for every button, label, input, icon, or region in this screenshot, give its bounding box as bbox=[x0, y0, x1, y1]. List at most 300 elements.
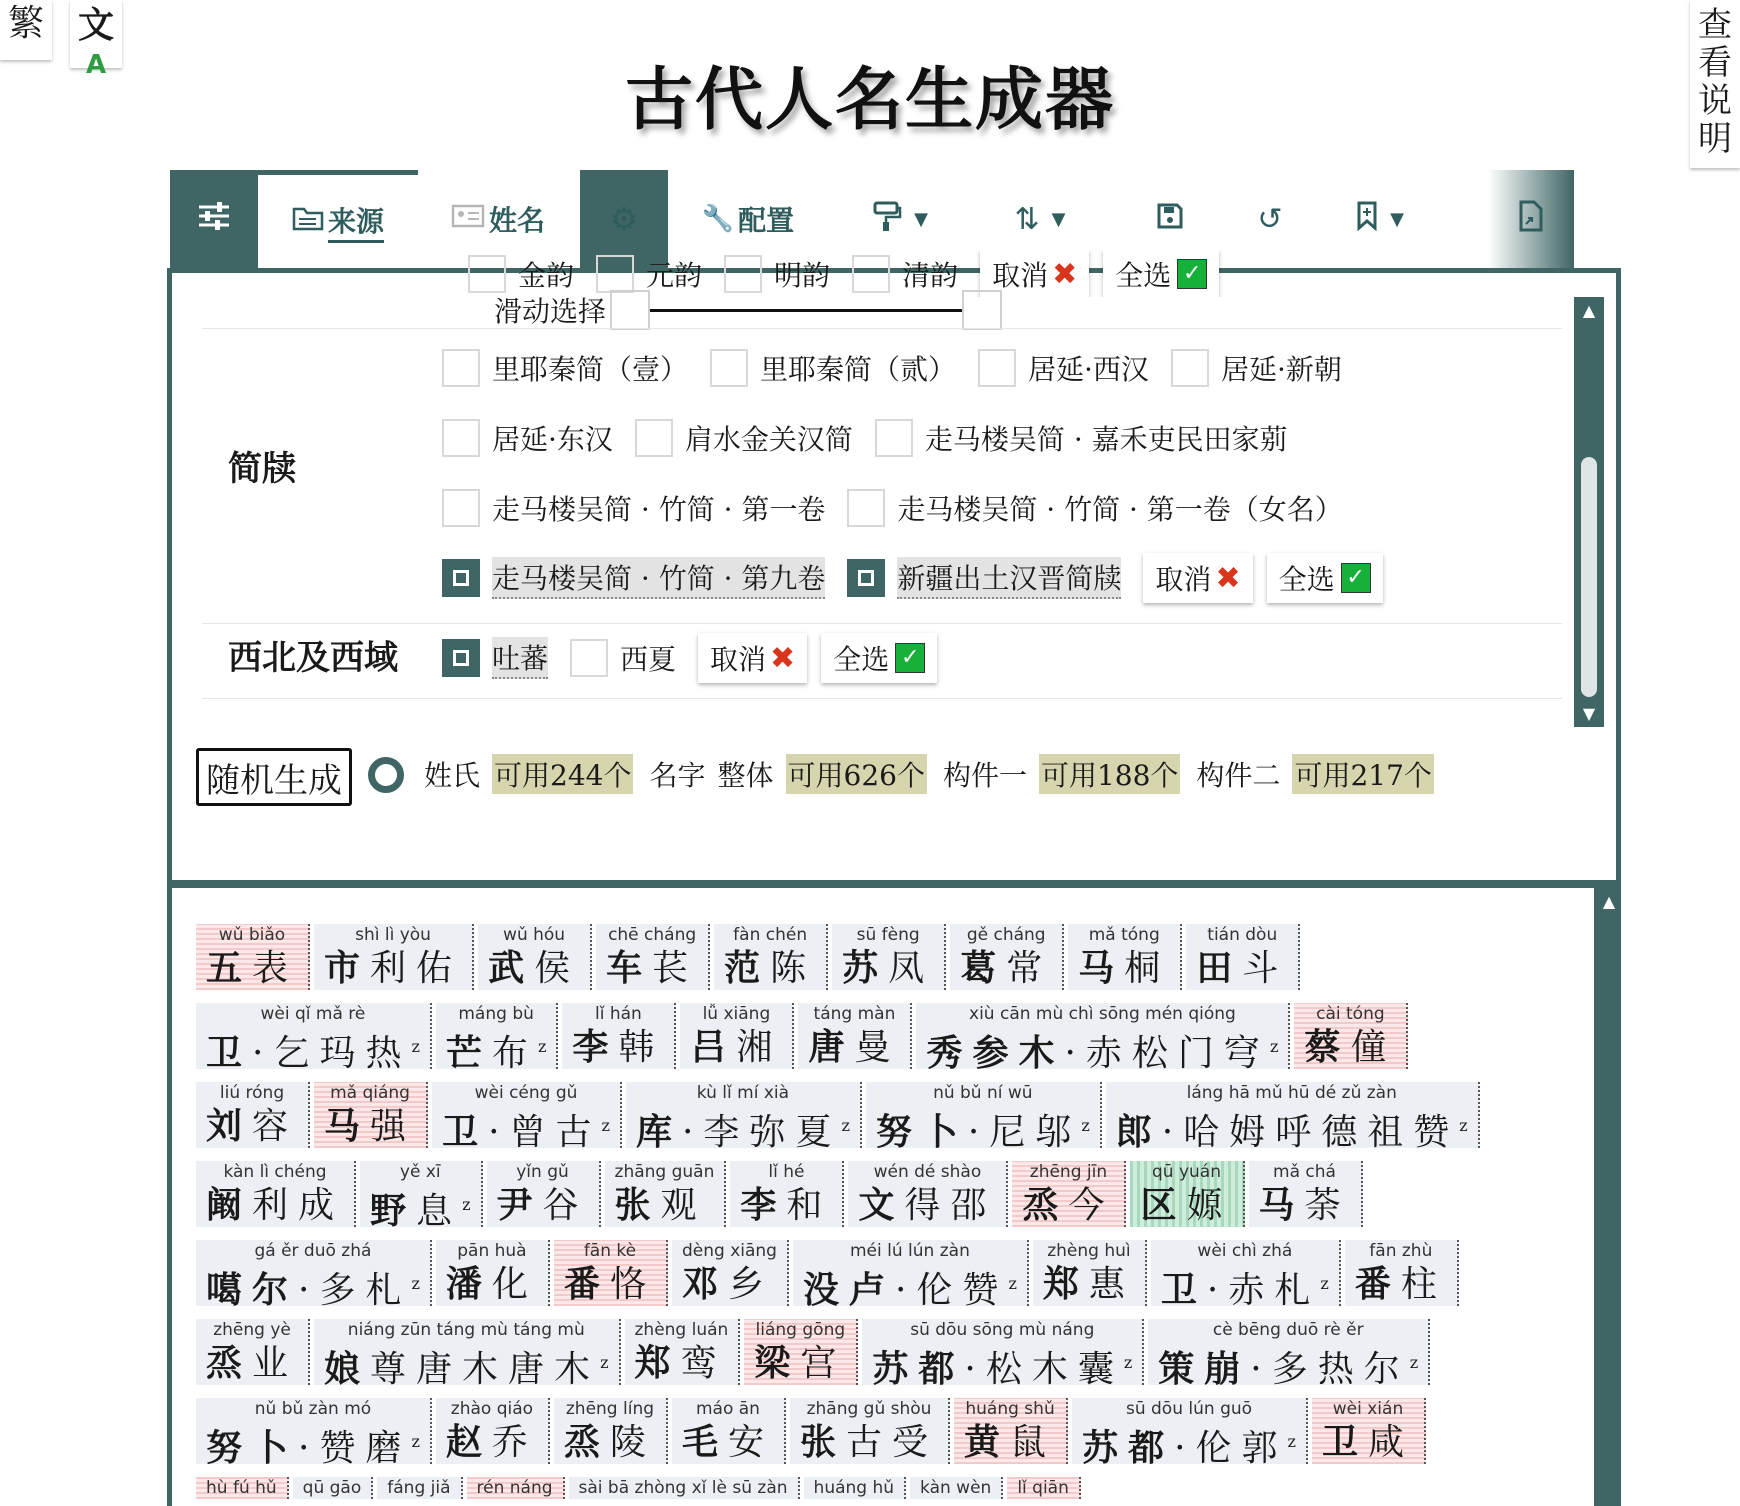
export-file-button[interactable] bbox=[1488, 170, 1574, 268]
cancel-label: 取消 bbox=[992, 259, 1049, 292]
stat-label: 名字 bbox=[649, 759, 706, 792]
pinyin-text: dèng xiāng bbox=[681, 1241, 777, 1261]
name-card[interactable] bbox=[910, 1477, 1003, 1499]
hanzi-name: 芒布$^z$ bbox=[445, 1032, 547, 1074]
hanzi-name: 努卜·赞磨$^z$ bbox=[206, 1427, 420, 1469]
random-generate-button[interactable]: 随机生成 bbox=[196, 748, 352, 806]
option-label: 走马楼吴简 · 竹简 · 第一卷 bbox=[492, 493, 826, 526]
panel-scrollbar[interactable] bbox=[1574, 297, 1604, 727]
name-card[interactable] bbox=[196, 1398, 432, 1469]
pinyin-text: wèi chì zhá bbox=[1197, 1241, 1293, 1261]
pinyin-text: fān zhù bbox=[1369, 1241, 1433, 1261]
pinyin-text: kàn lì chéng bbox=[223, 1162, 327, 1182]
folder-icon bbox=[292, 205, 324, 238]
pinyin-text: xiù cān mù chì sōng mén qióng bbox=[969, 1004, 1236, 1024]
hanzi-name: 唐曼 bbox=[808, 1026, 901, 1068]
pinyin-text: yǐn gǔ bbox=[516, 1162, 569, 1182]
stat-value: 可用188个 bbox=[1039, 754, 1180, 794]
pinyin-text: qū gāo bbox=[302, 1478, 362, 1498]
checkbox[interactable] bbox=[847, 489, 885, 527]
option-label: 里耶秦简（贰） bbox=[760, 353, 957, 386]
pinyin-text: nǔ bǔ zàn mó bbox=[254, 1399, 372, 1419]
hanzi-name: 李和 bbox=[740, 1184, 833, 1226]
name-card[interactable] bbox=[1151, 1240, 1341, 1311]
checkbox[interactable] bbox=[570, 639, 608, 677]
name-card[interactable] bbox=[804, 1477, 906, 1499]
name-card[interactable] bbox=[314, 924, 474, 990]
name-card[interactable] bbox=[1249, 1161, 1363, 1227]
option[interactable] bbox=[847, 557, 1121, 599]
name-card[interactable] bbox=[672, 1398, 786, 1464]
gear-icon: ⚙ bbox=[609, 200, 639, 238]
mode-radio[interactable] bbox=[368, 757, 404, 793]
option[interactable] bbox=[875, 418, 1288, 458]
checkbox[interactable] bbox=[710, 349, 748, 387]
slider-handle-left[interactable] bbox=[610, 290, 650, 330]
pinyin-text: lǐ qiān bbox=[1017, 1478, 1069, 1498]
hanzi-name: 刘容 bbox=[206, 1105, 299, 1147]
hanzi-name: 番柱 bbox=[1354, 1263, 1447, 1305]
pinyin-text: zhào qiáo bbox=[450, 1399, 534, 1419]
bookmark-icon bbox=[1356, 201, 1378, 238]
option-label: 走马楼吴简 · 竹简 · 第九卷 bbox=[492, 557, 825, 599]
x-mark-icon: ✖ bbox=[770, 640, 796, 676]
hanzi-name: 野息$^z$ bbox=[370, 1190, 471, 1232]
pinyin-text: nǔ bǔ ní wū bbox=[933, 1083, 1033, 1103]
name-card[interactable] bbox=[1130, 1161, 1244, 1227]
pinyin-text: máng bù bbox=[458, 1004, 534, 1024]
name-card[interactable] bbox=[554, 1398, 668, 1464]
stat-label: 姓氏 bbox=[424, 759, 481, 792]
pinyin-text: wǔ hóu bbox=[503, 925, 566, 945]
tab-source[interactable] bbox=[258, 170, 418, 268]
x-mark-icon: ✖ bbox=[1052, 256, 1078, 292]
name-card[interactable] bbox=[196, 1161, 356, 1227]
hanzi-name: 蔡僮 bbox=[1304, 1026, 1397, 1068]
jiandu-row-4 bbox=[442, 553, 1397, 603]
name-card[interactable] bbox=[314, 1082, 428, 1148]
name-card[interactable] bbox=[554, 1240, 668, 1306]
pinyin-text: zhēng jīn bbox=[1029, 1162, 1108, 1182]
name-card[interactable] bbox=[293, 1477, 374, 1499]
name-card[interactable] bbox=[360, 1161, 482, 1232]
name-card[interactable] bbox=[1068, 924, 1182, 990]
option[interactable] bbox=[710, 348, 956, 388]
option-label: 清韵 bbox=[902, 259, 959, 292]
divider bbox=[202, 698, 1562, 699]
pinyin-text: huáng hǔ bbox=[813, 1478, 895, 1498]
source-panel bbox=[167, 256, 1621, 888]
hanzi-name: 郑惠 bbox=[1042, 1263, 1135, 1305]
pinyin-text: pān huà bbox=[457, 1241, 527, 1261]
slider-handle-right[interactable] bbox=[962, 290, 1002, 330]
name-row bbox=[196, 1319, 1434, 1389]
pinyin-text: shì lì yòu bbox=[355, 925, 431, 945]
name-card[interactable] bbox=[1186, 924, 1300, 990]
pinyin-text: liáng gōng bbox=[755, 1320, 846, 1340]
name-card[interactable] bbox=[605, 1161, 727, 1227]
pinyin-text: zhèng luán bbox=[634, 1320, 729, 1340]
pinyin-text: máo ān bbox=[695, 1399, 760, 1419]
name-card[interactable] bbox=[1294, 1003, 1408, 1069]
pinyin-text: wén dé shào bbox=[873, 1162, 982, 1182]
translate-icon-sub: A bbox=[85, 50, 107, 80]
name-card[interactable] bbox=[436, 1003, 558, 1074]
name-card[interactable] bbox=[1106, 1082, 1480, 1153]
name-card[interactable] bbox=[478, 924, 592, 990]
hanzi-name: 噶尔·多札$^z$ bbox=[206, 1269, 420, 1311]
select-all-button[interactable] bbox=[1267, 553, 1383, 603]
cancel-label: 取消 bbox=[710, 643, 767, 676]
hanzi-name: 范陈 bbox=[724, 947, 817, 989]
check-mark-icon: ✓ bbox=[895, 643, 925, 673]
pinyin-text: cè bēng duō rè ěr bbox=[1212, 1320, 1364, 1340]
name-card[interactable] bbox=[625, 1319, 741, 1385]
translate-icon-main: 文 bbox=[77, 5, 114, 46]
divider bbox=[202, 328, 1562, 329]
hanzi-name: 烝陵 bbox=[563, 1421, 656, 1463]
pinyin-text: fáng jiǎ bbox=[387, 1478, 451, 1498]
option[interactable] bbox=[635, 418, 853, 458]
scroll-up-icon: ▲ bbox=[1602, 892, 1616, 911]
name-card[interactable] bbox=[954, 1398, 1068, 1464]
select-all-button[interactable] bbox=[1103, 251, 1219, 297]
hanzi-name: 毛安 bbox=[681, 1421, 774, 1463]
hanzi-name: 库·李弥夏$^z$ bbox=[635, 1111, 850, 1153]
pinyin-text: zhāng guān bbox=[614, 1162, 715, 1182]
hanzi-name: 努卜·尼邬$^z$ bbox=[875, 1111, 1090, 1153]
stat-value: 可用217个 bbox=[1292, 754, 1433, 794]
name-row bbox=[196, 1477, 1085, 1506]
hanzi-name: 秀参木·赤松门穹$^z$ bbox=[926, 1032, 1279, 1074]
bookmark-dropdown[interactable] bbox=[1330, 170, 1430, 268]
name-card[interactable] bbox=[562, 1003, 676, 1069]
hanzi-name: 卫·乞玛热$^z$ bbox=[206, 1032, 420, 1074]
name-card[interactable] bbox=[862, 1319, 1144, 1390]
chevron-down-icon: ▼ bbox=[1051, 208, 1066, 230]
hanzi-name: 赵乔 bbox=[445, 1421, 538, 1463]
category-label-jiandu: 简牍 bbox=[228, 449, 296, 489]
pinyin-text: niáng zūn táng mù táng mù bbox=[347, 1320, 585, 1340]
cancel-button[interactable] bbox=[1143, 553, 1252, 603]
name-card[interactable] bbox=[436, 1240, 550, 1306]
hanzi-name: 李韩 bbox=[572, 1026, 665, 1068]
name-row bbox=[196, 1003, 1412, 1073]
name-card[interactable] bbox=[569, 1477, 800, 1499]
name-card[interactable] bbox=[196, 1477, 289, 1499]
option-label: 居延·东汉 bbox=[492, 423, 613, 456]
name-row bbox=[196, 924, 1304, 994]
check-mark-icon: ✓ bbox=[1177, 259, 1207, 289]
file-export-icon bbox=[1518, 200, 1544, 239]
sliders-icon bbox=[197, 201, 231, 238]
pinyin-text: zhēng yè bbox=[213, 1320, 291, 1340]
jiandu-row-1 bbox=[442, 343, 1364, 393]
hanzi-name: 张观 bbox=[614, 1184, 707, 1226]
pinyin-text: yě xī bbox=[399, 1162, 441, 1182]
option[interactable] bbox=[847, 488, 1342, 528]
name-card[interactable] bbox=[196, 1082, 310, 1148]
option-label: 居延·新朝 bbox=[1220, 353, 1342, 386]
stat-label: 构件一 bbox=[942, 759, 1027, 792]
pinyin-text: zhèng huì bbox=[1047, 1241, 1131, 1261]
select-all-button[interactable] bbox=[821, 633, 937, 683]
help-button[interactable]: 查看说明 bbox=[1690, 0, 1740, 168]
hanzi-name: 文得邵 bbox=[858, 1184, 997, 1226]
name-card[interactable] bbox=[1072, 1398, 1308, 1469]
x-mark-icon: ✖ bbox=[1215, 560, 1241, 596]
name-card[interactable] bbox=[1148, 1319, 1430, 1390]
option-label: 明韵 bbox=[774, 259, 831, 292]
option[interactable] bbox=[442, 348, 688, 388]
pinyin-text: zhēng líng bbox=[565, 1399, 655, 1419]
pinyin-text: huáng shǔ bbox=[965, 1399, 1055, 1419]
stat-label: 构件二 bbox=[1196, 759, 1281, 792]
pinyin-text: sài bā zhòng xǐ lè sū zàn bbox=[578, 1478, 788, 1498]
pinyin-text: liú róng bbox=[219, 1083, 285, 1103]
hanzi-name: 策崩·多热尔$^z$ bbox=[1158, 1348, 1419, 1390]
hanzi-name: 番恪 bbox=[563, 1263, 656, 1305]
hanzi-name: 马强 bbox=[324, 1105, 417, 1147]
hanzi-name: 潘化 bbox=[445, 1263, 538, 1305]
pinyin-text: sū fèng bbox=[856, 925, 920, 945]
pinyin-text: táng màn bbox=[813, 1004, 896, 1024]
name-card[interactable] bbox=[314, 1319, 620, 1390]
name-card[interactable] bbox=[832, 924, 946, 990]
hanzi-name: 张古受 bbox=[800, 1421, 939, 1463]
hanzi-name: 卫·赤札$^z$ bbox=[1160, 1269, 1329, 1311]
name-card[interactable] bbox=[790, 1398, 950, 1464]
select-all-label: 全选 bbox=[1115, 259, 1172, 292]
hanzi-name: 田斗 bbox=[1196, 947, 1289, 989]
option[interactable] bbox=[1171, 348, 1342, 388]
name-card[interactable] bbox=[730, 1161, 844, 1227]
option-label: 元韵 bbox=[646, 259, 703, 292]
name-card[interactable] bbox=[596, 924, 710, 990]
option-label: 居延·西汉 bbox=[1028, 353, 1149, 386]
jiandu-row-3 bbox=[442, 483, 1365, 533]
results-scrollbar[interactable] bbox=[1594, 888, 1621, 1506]
pinyin-text: zhāng gǔ shòu bbox=[806, 1399, 932, 1419]
hanzi-name: 郑鸾 bbox=[634, 1342, 727, 1384]
pinyin-text: wèi céng gǔ bbox=[474, 1083, 578, 1103]
hanzi-name: 黄鼠 bbox=[964, 1421, 1057, 1463]
checkbox[interactable] bbox=[442, 419, 480, 457]
xibei-row bbox=[442, 633, 951, 683]
check-mark-icon: ✓ bbox=[1341, 563, 1371, 593]
id-card-icon bbox=[451, 203, 485, 236]
divider bbox=[202, 623, 1562, 624]
name-card[interactable] bbox=[1345, 1240, 1459, 1306]
history-icon: ↺ bbox=[1257, 201, 1283, 237]
name-card[interactable] bbox=[196, 1003, 432, 1074]
pinyin-text: mǎ tóng bbox=[1088, 925, 1160, 945]
hanzi-name: 尹谷 bbox=[496, 1184, 589, 1226]
hanzi-name: 区嫄 bbox=[1140, 1184, 1233, 1226]
checkbox-checked[interactable] bbox=[442, 559, 480, 597]
page-title: 古代人名生成器 bbox=[624, 60, 1115, 140]
checkbox-checked[interactable] bbox=[442, 639, 480, 677]
name-card[interactable] bbox=[672, 1240, 789, 1306]
hanzi-name: 苏凤 bbox=[842, 947, 935, 989]
hanzi-name: 葛常 bbox=[960, 947, 1053, 989]
hanzi-name: 阚利成 bbox=[206, 1184, 345, 1226]
option[interactable] bbox=[442, 557, 825, 599]
results-panel bbox=[167, 888, 1621, 1506]
wrench-icon: 🔧 bbox=[701, 204, 735, 234]
hanzi-name: 苏都·松木囊$^z$ bbox=[872, 1348, 1133, 1390]
hanzi-name: 马桐 bbox=[1078, 947, 1171, 989]
name-card[interactable] bbox=[1312, 1398, 1426, 1464]
checkbox-checked[interactable] bbox=[847, 559, 885, 597]
paint-roller-icon bbox=[872, 200, 902, 239]
name-card[interactable] bbox=[436, 1398, 550, 1464]
pinyin-text: lǚ xiāng bbox=[702, 1004, 771, 1024]
pinyin-text: fān kè bbox=[583, 1241, 637, 1261]
pinyin-text: gá ěr duō zhá bbox=[254, 1241, 372, 1261]
option-label: 西夏 bbox=[620, 643, 677, 676]
tab-config-label: 配置 bbox=[738, 204, 795, 237]
hanzi-name: 马荼 bbox=[1258, 1184, 1351, 1226]
pinyin-text: cài tóng bbox=[1316, 1004, 1385, 1024]
slider-select[interactable] bbox=[494, 287, 1002, 333]
name-card[interactable] bbox=[866, 1082, 1102, 1153]
pinyin-text: méi lú lún zàn bbox=[850, 1241, 970, 1261]
history-button[interactable] bbox=[1230, 170, 1310, 268]
checkbox[interactable] bbox=[875, 419, 913, 457]
availability-stats bbox=[424, 749, 1450, 799]
filter-sliders-button[interactable] bbox=[170, 170, 258, 268]
name-card[interactable] bbox=[377, 1477, 462, 1499]
option[interactable] bbox=[442, 488, 825, 528]
pinyin-text: sū dōu sōng mù náng bbox=[910, 1320, 1095, 1340]
name-card[interactable] bbox=[196, 924, 310, 990]
checkbox[interactable] bbox=[978, 349, 1016, 387]
name-row bbox=[196, 1398, 1430, 1468]
pinyin-text: chē cháng bbox=[608, 925, 697, 945]
pinyin-text: wèi xián bbox=[1332, 1399, 1404, 1419]
checkbox[interactable] bbox=[442, 349, 480, 387]
hanzi-name: 吕湘 bbox=[690, 1026, 783, 1068]
hanzi-name: 娘尊唐木唐木$^z$ bbox=[324, 1348, 609, 1390]
chevron-down-icon: ▼ bbox=[914, 208, 928, 230]
name-card[interactable] bbox=[1012, 1161, 1126, 1227]
pinyin-text: gě cháng bbox=[966, 925, 1046, 945]
name-card[interactable] bbox=[467, 1477, 565, 1499]
jiandu-row-2 bbox=[442, 413, 1310, 463]
checkbox[interactable] bbox=[442, 489, 480, 527]
option[interactable] bbox=[442, 418, 613, 458]
name-card[interactable] bbox=[680, 1003, 794, 1069]
cancel-label: 取消 bbox=[1155, 563, 1212, 596]
pinyin-text: qū yuán bbox=[1151, 1162, 1221, 1182]
option-label: 走马楼吴简 · 嘉禾吏民田家莂 bbox=[924, 423, 1288, 456]
floppy-disk-icon bbox=[1156, 202, 1184, 237]
tab-name-label: 姓名 bbox=[488, 204, 545, 237]
hanzi-name: 车苌 bbox=[606, 947, 699, 989]
scroll-up-icon: ▲ bbox=[1582, 301, 1596, 320]
hanzi-name: 烝今 bbox=[1022, 1184, 1115, 1226]
hanzi-name: 苏都·伦郭$^z$ bbox=[1082, 1427, 1296, 1469]
name-card[interactable] bbox=[950, 924, 1064, 990]
hanzi-name: 邓乡 bbox=[681, 1263, 774, 1305]
name-card[interactable] bbox=[196, 1240, 432, 1311]
checkbox[interactable] bbox=[635, 419, 673, 457]
option-label: 肩水金关汉简 bbox=[684, 423, 853, 456]
pinyin-text: rén náng bbox=[476, 1478, 553, 1498]
hanzi-name: 武侯 bbox=[488, 947, 581, 989]
pinyin-text: mǎ qiáng bbox=[330, 1083, 410, 1103]
slider-track[interactable] bbox=[650, 309, 962, 312]
name-card[interactable] bbox=[714, 924, 828, 990]
select-all-label: 全选 bbox=[833, 643, 890, 676]
option-label: 里耶秦简（壹） bbox=[492, 353, 689, 386]
name-card[interactable] bbox=[916, 1003, 1290, 1074]
option-label: 吐蕃 bbox=[492, 637, 548, 679]
option[interactable] bbox=[570, 638, 676, 678]
name-row bbox=[196, 1240, 1463, 1310]
hanzi-name: 烝业 bbox=[206, 1342, 299, 1384]
name-card[interactable] bbox=[626, 1082, 862, 1153]
hanzi-name: 五表 bbox=[206, 947, 299, 989]
pinyin-text: lǐ hán bbox=[594, 1004, 642, 1024]
name-card[interactable] bbox=[848, 1161, 1008, 1227]
option-label: 金韵 bbox=[518, 259, 575, 292]
stat-value: 可用626个 bbox=[786, 754, 927, 794]
select-all-label: 全选 bbox=[1278, 563, 1335, 596]
name-card[interactable] bbox=[793, 1240, 1029, 1311]
traditional-chinese-button[interactable]: 繁 bbox=[0, 0, 52, 60]
pinyin-text: láng hā mǔ hū dé zǔ zàn bbox=[1186, 1083, 1397, 1103]
option[interactable] bbox=[442, 637, 548, 679]
name-row bbox=[196, 1082, 1484, 1152]
name-card[interactable] bbox=[432, 1082, 622, 1153]
hanzi-name: 郎·哈姆呼德祖赞$^z$ bbox=[1115, 1111, 1468, 1153]
pinyin-text: wèi qǐ mǎ rè bbox=[260, 1004, 366, 1024]
cancel-button[interactable] bbox=[698, 633, 807, 683]
name-row bbox=[196, 1161, 1367, 1231]
name-card[interactable] bbox=[798, 1003, 912, 1069]
category-label-xibei: 西北及西域 bbox=[228, 638, 398, 678]
pinyin-text: kù lǐ mí xià bbox=[696, 1083, 790, 1103]
pinyin-text: tián dòu bbox=[1207, 925, 1278, 945]
tab-source-label: 来源 bbox=[328, 200, 384, 243]
pinyin-text: sū dōu lún guō bbox=[1125, 1399, 1253, 1419]
scroll-thumb[interactable] bbox=[1581, 457, 1597, 697]
stat-value: 可用244个 bbox=[492, 754, 633, 794]
name-card[interactable] bbox=[1033, 1240, 1147, 1306]
hanzi-name: 梁宫 bbox=[754, 1342, 847, 1384]
hanzi-name: 市利佑 bbox=[324, 947, 463, 989]
name-card[interactable] bbox=[744, 1319, 858, 1385]
option[interactable] bbox=[978, 348, 1149, 388]
checkbox[interactable] bbox=[1171, 349, 1209, 387]
name-card[interactable] bbox=[487, 1161, 601, 1227]
hanzi-name: 没卢·伦赞$^z$ bbox=[802, 1269, 1017, 1311]
hanzi-name: 卫·曾古$^z$ bbox=[442, 1111, 610, 1153]
name-card[interactable] bbox=[1007, 1477, 1081, 1499]
pinyin-text: hù fú hǔ bbox=[206, 1478, 277, 1498]
scroll-down-icon: ▼ bbox=[1582, 704, 1596, 723]
name-card[interactable] bbox=[196, 1319, 310, 1385]
sort-arrows-icon: ⇅ bbox=[1014, 201, 1040, 237]
pinyin-text: lǐ hé bbox=[768, 1162, 805, 1182]
pinyin-text: kàn wèn bbox=[920, 1478, 992, 1498]
chevron-down-icon: ▼ bbox=[1390, 208, 1404, 230]
hanzi-name: 卫咸 bbox=[1321, 1421, 1414, 1463]
option-label: 走马楼吴简 · 竹简 · 第一卷（女名） bbox=[897, 493, 1343, 526]
slider-label: 滑动选择 bbox=[494, 295, 607, 328]
